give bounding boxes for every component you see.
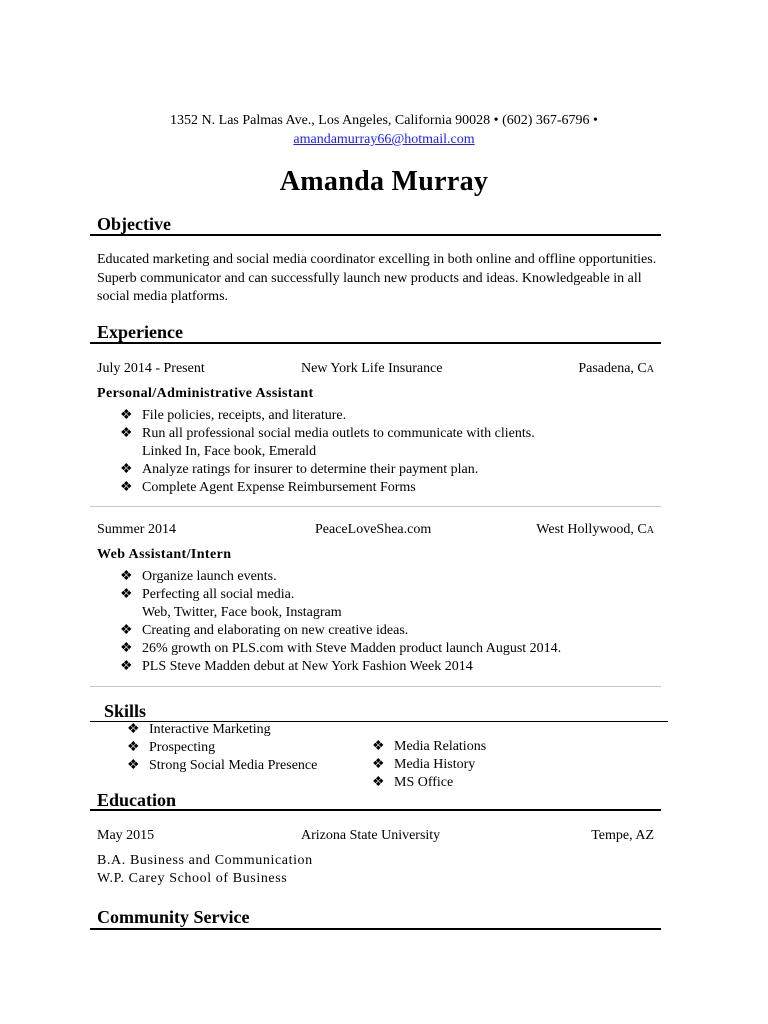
list-item: ❖ Run all professional social media outlets to communicate with clients. [120,426,535,441]
candidate-name: Amanda Murray [279,166,489,197]
job-1-title: Personal/Administrative Assistant [97,386,314,401]
experience-rule [90,342,661,344]
section-divider [90,686,661,687]
bullet-icon: ❖ [120,408,133,423]
list-item: ❖ PLS Steve Madden debut at New York Fashion Week 2014 [120,659,473,674]
list-item-continuation: Web, Twitter, Face book, Instagram [142,605,342,620]
list-item: ❖ Media Relations [372,739,487,754]
job-2-location: West Hollywood, CA [536,522,654,537]
bullet-icon: ❖ [372,757,385,772]
bullet-icon: ❖ [120,462,133,477]
college: W.P. Carey School of Business [97,871,288,886]
list-item: ❖ Media History [372,757,476,772]
bullet-icon: ❖ [127,740,140,755]
education-school: Arizona State University [301,828,441,843]
job-2-duties [120,568,561,676]
list-item: ❖ Perfecting all social media. [120,587,295,602]
education-location: Tempe, AZ [591,828,654,843]
list-item: ❖ Creating and elaborating on new creative ideas. [120,623,409,638]
bullet-icon: ❖ [120,480,133,495]
email-link[interactable]: amandamurray66@hotmail.com [293,132,475,147]
list-item: ❖ Prospecting [127,740,216,755]
list-item: ❖ Complete Agent Expense Reimbursement Forms [120,480,416,495]
objective-rule [90,234,661,236]
list-item: ❖ Analyze ratings for insurer to determine their payment plan. [120,462,479,477]
job-1-duties [120,407,535,497]
bullet-icon: ❖ [120,623,133,638]
degree: B.A. Business and Communication [97,853,313,868]
skills-heading: Skills [104,701,147,721]
bullet-icon: ❖ [127,722,140,737]
education-date: May 2015 [97,828,155,843]
job-2-dates: Summer 2014 [97,522,176,537]
job-2-company: PeaceLoveShea.com [315,522,432,537]
list-item: ❖ MS Office [372,775,454,790]
community-heading: Community Service [97,907,250,927]
bullet-icon: ❖ [120,659,133,674]
job-divider [90,506,661,507]
experience-heading: Experience [97,322,183,342]
address-line: 1352 N. Las Palmas Ave., Los Angeles, California 90028 • (602) 367-6796 • [170,113,598,128]
objective-text: Educated marketing and social media coordinator excelling in both online and offline opportunities. Superb communicator and can successfully launch new products and ideas. Knowledgeable in all social media platforms. [97,252,657,304]
education-details [97,852,313,888]
list-item: ❖ 26% growth on PLS.com with Steve Madden product launch August 2014. [120,641,562,656]
list-item-continuation: Linked In, Face book, Emerald [142,444,317,459]
contact-info [0,111,768,149]
bullet-icon: ❖ [120,426,133,441]
community-rule [90,928,661,930]
bullet-icon: ❖ [120,587,133,602]
skills-list-right [372,738,486,792]
list-item: ❖ Organize launch events. [120,569,277,584]
list-item: ❖ Strong Social Media Presence [127,758,318,773]
skills-list-left [127,721,317,775]
bullet-icon: ❖ [127,758,140,773]
education-rule [90,809,661,811]
bullet-icon: ❖ [372,739,385,754]
list-item: ❖ Interactive Marketing [127,722,271,737]
job-1-company: New York Life Insurance [301,361,443,376]
bullet-icon: ❖ [120,641,133,656]
education-heading: Education [97,790,177,810]
list-item: ❖ File policies, receipts, and literature. [120,408,347,423]
objective-heading: Objective [97,214,171,234]
bullet-icon: ❖ [372,775,385,790]
job-1-dates: July 2014 - Present [97,361,205,376]
job-1-location: Pasadena, CA [578,361,654,376]
job-2-title: Web Assistant/Intern [97,547,232,562]
bullet-icon: ❖ [120,569,133,584]
